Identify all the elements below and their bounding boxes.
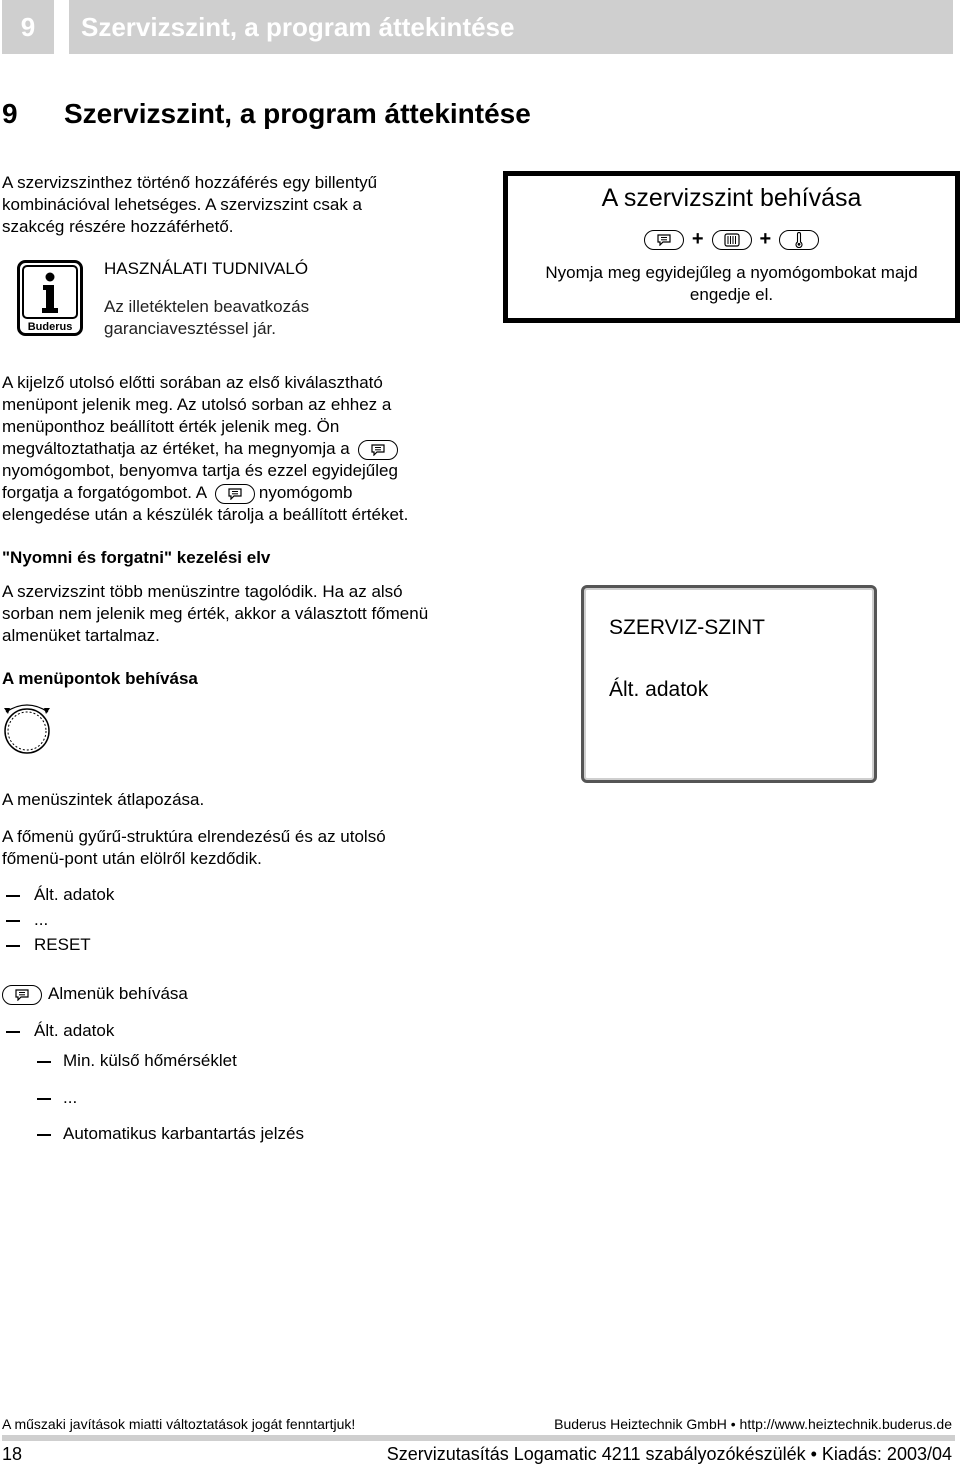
notice-title: HASZNÁLATI TUDNIVALÓ: [104, 259, 309, 278]
principle-line: almenüket tartalmaz.: [2, 626, 160, 645]
list-item: Ált. adatok: [6, 884, 114, 909]
paragraph-line: megváltoztathatja az értéket, ha megnyomja a: [2, 438, 472, 460]
submenu-title: Almenük behívása: [48, 984, 188, 1003]
list-item: ...: [37, 1087, 304, 1123]
ring-line: főmenü-pont után elölről kezdődik.: [2, 849, 262, 868]
paragraph-line: A kijelző utolsó előtti sorában az első kiválasztható: [2, 373, 383, 392]
paragraph-line: nyomógombot, benyomva tartja és ezzel egyidejűleg: [2, 461, 398, 480]
service-level-call-box: [503, 171, 960, 323]
submenu-title-row: [2, 983, 188, 1005]
menu-key-icon: [2, 985, 42, 1005]
notice-text: [104, 296, 309, 340]
principle-title: "Nyomni és forgatni" kezelési elv: [2, 548, 271, 567]
call-box-title: A szervizszint behívása: [601, 184, 862, 212]
chapter-number-tab: 9: [2, 0, 54, 54]
menu-key-icon: [358, 440, 398, 460]
display-panel: [581, 585, 877, 783]
instruction-line: Nyomja meg egyidejűleg a nyomógombokat majd: [545, 263, 918, 282]
submenu-list: [37, 1050, 304, 1145]
document-title: Szervizutasítás Logamatic 4211 szabályozókészülék • Kiadás: 2003/04: [386, 1444, 952, 1464]
paragraph-line: elengedése után a készülék tárolja a beállított értéket.: [2, 505, 409, 524]
call-box-instruction: [518, 262, 945, 306]
page-number: 18: [2, 1444, 23, 1464]
display-line-1: SZERVIZ-SZINT: [609, 616, 765, 639]
intro-line: A szervizszinthez történő hozzáférés egy billentyű: [2, 173, 378, 192]
intro-text: [2, 172, 377, 238]
principle-text: [2, 581, 428, 647]
footer-left-note: A műszaki javítások miatti változtatások jogát fenntartjuk!: [2, 1416, 356, 1432]
notice-line: Az illetéktelen beavatkozás: [104, 297, 310, 316]
display-line-2: Ált. adatok: [609, 678, 709, 701]
main-menu-list: [6, 884, 114, 959]
page-heading: [2, 98, 531, 130]
paragraph-line: forgatja a forgatógombot. A nyomógomb: [2, 483, 353, 502]
paragraph-line: menüponthoz beállított érték jelenik meg. Ön: [2, 417, 340, 436]
menu-call-title: A menüpontok behívása: [2, 669, 198, 688]
ring-line: A főmenü gyűrű-struktúra elrendezésű és az utolsó: [2, 827, 386, 846]
plus-sign: +: [759, 228, 772, 250]
submenu-parent: Ált. adatok: [6, 1020, 114, 1042]
menu-key-icon: [644, 230, 684, 250]
plus-sign: +: [691, 228, 704, 250]
instruction-line: engedje el.: [689, 285, 774, 304]
heading-number: 9: [2, 98, 18, 129]
thermometer-key-icon: [779, 230, 819, 250]
intro-line: szakcég részére hozzáférhető.: [2, 217, 234, 236]
footer-right-note: Buderus Heiztechnik GmbH • http://www.heiztechnik.buderus.de: [554, 1416, 952, 1432]
radiator-key-icon: [712, 230, 752, 250]
key-combination: [508, 228, 955, 251]
paragraph-line: menüpont jelenik meg. Az utolsó sorban az ehhez a: [2, 395, 392, 414]
heading-title: Szervizszint, a program áttekintése: [64, 98, 531, 129]
footer-divider: [2, 1435, 955, 1441]
principle-line: A szervizszint több menüszintre tagolódik. Ha az alsó: [2, 582, 403, 601]
ring-structure-text: [2, 826, 386, 870]
buderus-logo: Buderus: [27, 321, 73, 333]
list-item: Automatikus karbantartás jelzés: [37, 1123, 304, 1145]
list-item: ...: [6, 909, 114, 934]
chapter-title-bar: Szervizszint, a program áttekintése: [69, 0, 953, 54]
info-icon: [17, 260, 83, 336]
list-item: Min. külső hőmérséklet: [37, 1050, 304, 1087]
rotary-knob-icon: [2, 698, 54, 758]
intro-line: kombinációval lehetséges. A szervizszint csak a: [2, 195, 363, 214]
scroll-text: A menüszintek átlapozása.: [2, 790, 205, 809]
menu-key-icon: [215, 484, 255, 504]
list-item: RESET: [6, 934, 114, 959]
display-description: [2, 372, 472, 526]
notice-line: garanciavesztéssel jár.: [104, 319, 276, 338]
principle-line: sorban nem jelenik meg érték, akkor a választott főmenü: [2, 604, 429, 623]
